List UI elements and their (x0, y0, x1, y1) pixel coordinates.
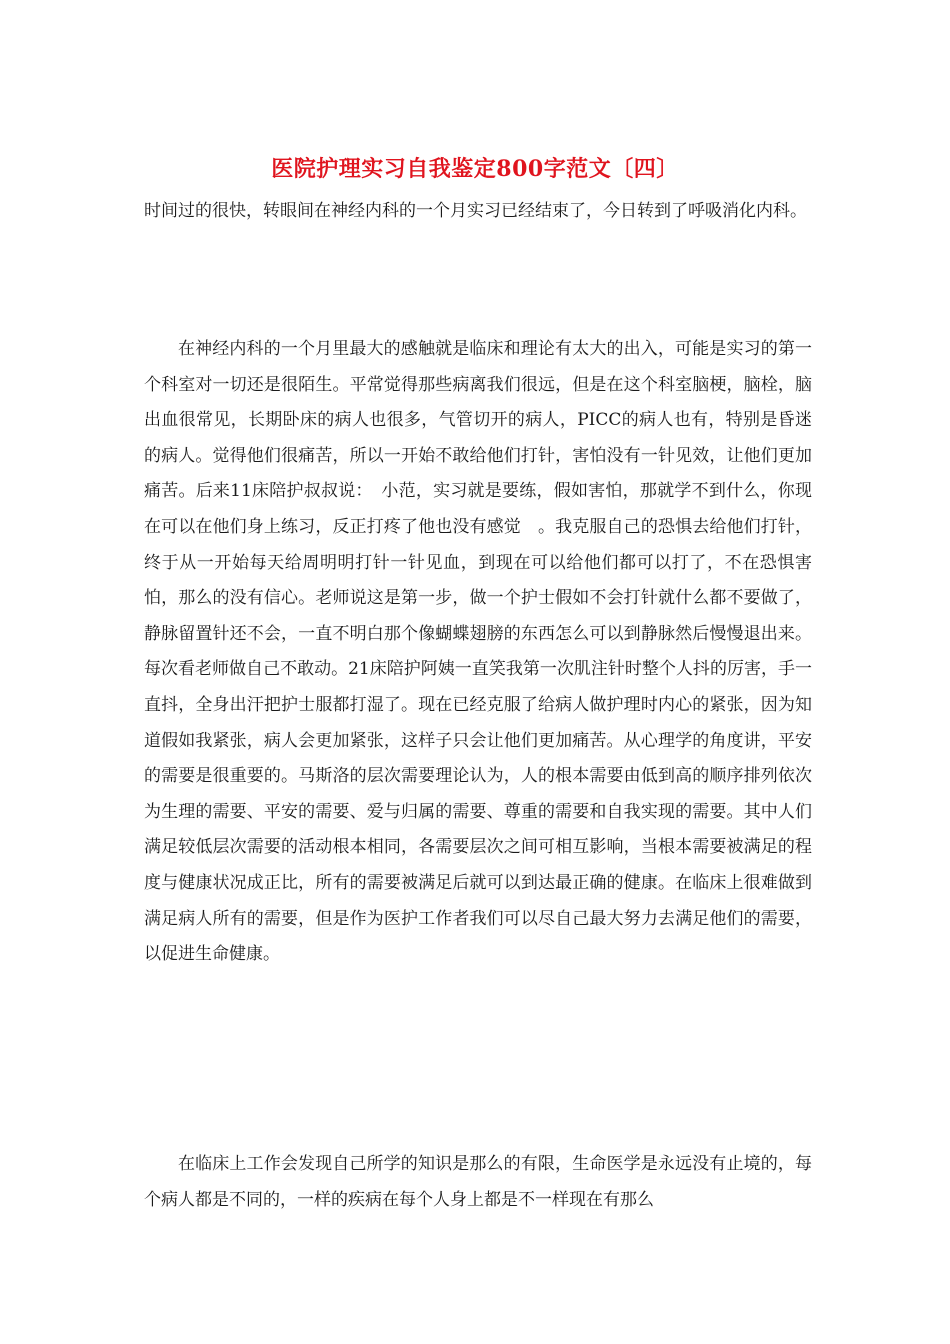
paragraph-clinical: 在临床上工作会发现自己所学的知识是那么的有限，生命医学是永远没有止境的，每个病人都是不同的，一样的疾病在每个人身上都是不一样现在有那么 (144, 1154, 812, 1210)
document-title: 医院护理实习自我鉴定800字范文〔四〕 (271, 156, 679, 182)
paragraph-neurology: 在神经内科的一个月里最大的感触就是临床和理论有太大的出入，可能是实习的第一个科室对一切还是很陌生。平常觉得那些病离我们很远，但是在这个科室脑梗，脑栓，脑出血很常见，长期卧床的病人也很多，气管切开的病人，PICC的病人也有，特别是昏迷的病人。觉得他们很痛苦，所以一开始不敢给他们打针，害怕没有一针见效，让他们更加痛苦。后来11床陪护叔叔说： 小范，实习就是要练，假如害怕，那就学不到什么，你现在可以在他们身上练习，反正打疼了他也没有感觉 。我克服自己的恐惧去给他们打针，终于从一开始每天给周明明打针一针见血，到现在可以给他们都可以打了，不在恐惧害怕，那么的没有信心。老师说这是第一步，做一个护士假如不会打针就什么都不要做了，静脉留置针还不会，一直不明白那个像蝴蝶翅膀的东西怎么可以到静脉然后慢慢退出来。每次看老师做自己不敢动。21床陪护阿姨一直笑我第一次肌注针时整个人抖的厉害，手一直抖，全身出汗把护士服都打湿了。现在已经克服了给病人做护理时内心的紧张，因为知道假如我紧张，病人会更加紧张，这样子只会让他们更加痛苦。从心理学的角度讲，平安的需要是很重要的。马斯洛的层次需要理论认为，人的根本需要由低到高的顺序排列依次为生理的需要、平安的需要、爱与归属的需要、尊重的需要和自我实现的需要。其中人们满足较低层次需要的活动根本相同，各需要层次之间可相互影响，当根本需要被满足的程度与健康状况成正比，所有的需要被满足后就可以到达最正确的健康。在临床上很难做到满足病人所有的需要，但是作为医护工作者我们可以尽自己最大努力去满足他们的需要，以促进生命健康。 (144, 339, 812, 965)
paragraph-intro: 时间过的很快，转眼间在神经内科的一个月实习已经结束了，今日转到了呼吸消化内科。 (144, 201, 807, 221)
